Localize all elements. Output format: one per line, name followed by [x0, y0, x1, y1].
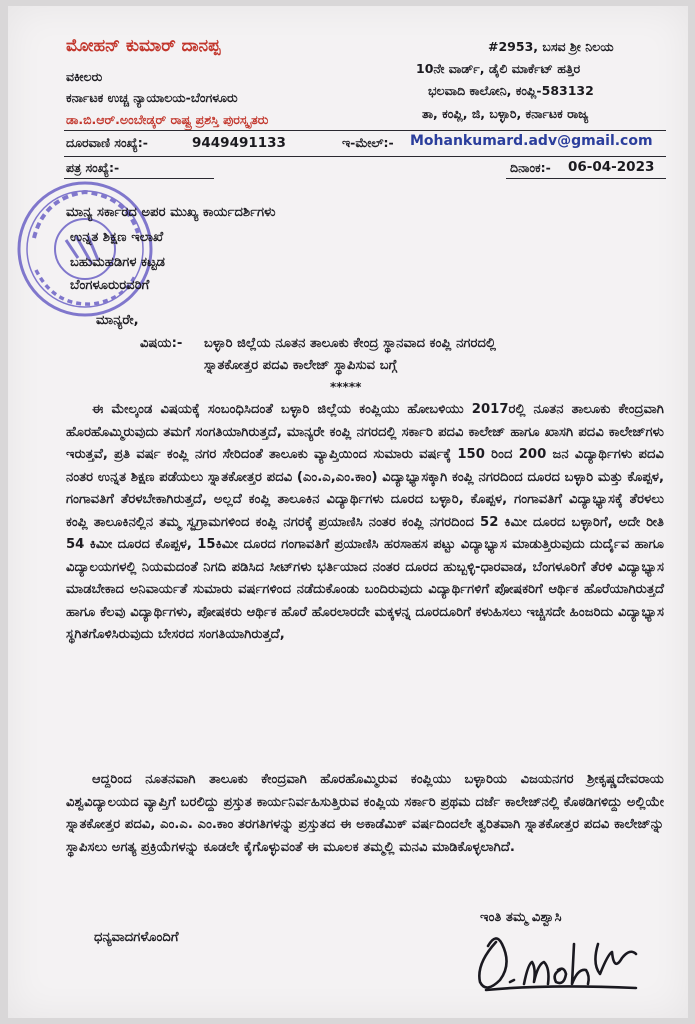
phone-number: 9449491133 — [192, 135, 286, 151]
body-paragraph-1: ಈ ಮೇಲ್ಕಂಡ ವಿಷಯಕ್ಕೆ ಸಂಬಂಧಿಸಿದಂತೆ ಬಳ್ಳಾರಿ ಜಿಲ್ಲೆಯ ಕಂಪ್ಲಿಯು ಹೋಬಳಿಯು 2017ರಲ್ಲಿ ನೂತನ ತಾಲೂಕು ಕೇಂದ್ರವಾಗಿ ಹೊರಹೊಮ್ಮಿರುವುದು ತಮಗೆ ಸಂಗತಿಯಾಗಿರುತ್ತದೆ, ಮಾನ್ಯರೇ ಕಂಪ್ಲಿ ನಗರದಲ್ಲಿ ಸರ್ಕಾರಿ ಪದವಿ ಕಾಲೇಜ್ ಹಾಗೂ ಖಾಸಗಿ ಪದವಿ ಕಾಲೇಜ್‌ಗಳು ಇರುತ್ತವೆ, ಪ್ರತಿ ವರ್ಷ ಕಂಪ್ಲಿ ನಗರ ಸೇರಿದಂತೆ ತಾಲೂಕು ವ್ಯಾಪ್ತಿಯಿಂದ ಸುಮಾರು ವರ್ಷಕ್ಕೆ 150 ರಿಂದ 200 ಜನ ವಿದ್ಯಾರ್ಥಿಗಳು ಪದವಿ ನಂತರ ಉನ್ನತ ಶಿಕ್ಷಣ ಪಡೆಯಲು ಸ್ನಾತಕೋತ್ತರ ಪದವಿ (ಎಂ.ಎ,ಎಂ.ಕಾಂ) ವಿದ್ಯಾಭ್ಯಾಸಕ್ಕಾಗಿ ಕಂಪ್ಲಿ ನಗರದಿಂದ ದೂರದ ಬಳ್ಳಾರಿ ಮತ್ತು ಕೊಪ್ಪಳ, ಗಂಗಾವತಿಗೆ ತೆರಳಬೇಕಾಗಿರುತ್ತದೆ, ಅಲ್ಲದೆ ಕಂಪ್ಲಿ ತಾಲೂಕಿನ ವಿದ್ಯಾರ್ಥಿಗಳು ದೂರದ ಬಳ್ಳಾರಿ, ಕೊಪ್ಪಳ, ಗಂಗಾವತಿಗೆ ವಿದ್ಯಾಭ್ಯಾಸಕ್ಕೆ ತೆರಳಲು ಕಂಪ್ಲಿ ತಾಲೂಕಿನಲ್ಲಿನ ತಮ್ಮ ಸ್ವಗ್ರಾಮಗಳಿಂದ ಕಂಪ್ಲಿ ನಗರಕ್ಕೆ ಪ್ರಯಾಣಿಸಿ ನಂತರ ಕಂಪ್ಲಿ ನಗರದಿಂದ 52 ಕಿಮೀ ದೂರದ ಬಳ್ಳಾರಿಗೆ, ಅದೇ ರೀತಿ 54 ಕಿಮೀ ದೂರದ ಕೊಪ್ಪಳ, 15ಕಿಮೀ ದೂರದ ಗಂಗಾವತಿಗೆ ಪ್ರಯಾಣಿಸಿ ಹರಸಾಹಸ ಪಟ್ಟು ವಿದ್ಯಾಭ್ಯಾಸ ಮಾಡುತ್ತಿರುವುದು ದುರ್ದೈವ ಹಾಗೂ ವಿದ್ಯಾಲಯಗಳಲ್ಲಿ ನಿಯಮದಂತೆ ನಿಗದಿ ಪಡಿಸಿದ ಸೀಟ್‌ಗಳು ಭರ್ತಿಯಾದ ನಂತರ ದೂರದ ಹುಬ್ಬಳ್ಳಿ-ಧಾರವಾಡ, ಬೆಂಗಳೂರಿಗೆ ತೆರಳಿ ವಿದ್ಯಾಭ್ಯಾಸ ಮಾಡಬೇಕಾದ ಅನಿವಾರ್ಯತೆ ಸುಮಾರು ವರ್ಷಗಳಿಂದ ನಡೆದುಕೊಂಡು ಬಂದಿರುವುದು ವಿದ್ಯಾರ್ಥಿಗಳಿಗೆ ಪೋಷಕರಿಗೆ ಆರ್ಥಿಕ ಹೊರೆಯಾಗಿರುತ್ತದೆ ಹಾಗೂ ಕೆಲವು ವಿದ್ಯಾರ್ಥಿಗಳು, ಪೋಷಕರು ಆರ್ಥಿಕ ಹೊರೆ ಹೊರಲಾರದೇ ಮಕ್ಕಳನ್ನ ದೂರದೂರಿಗೆ ಕಳುಹಿಸಲು ಇಚ್ಚಿಸದೇ ಹಿಂಜರಿದು ವಿದ್ಯಾಭ್ಯಾಸ ಸ್ಥಗಿತಗೊಳಿಸಿರುವುದು ಬೇಸರದ ಸಂಗತಿಯಾಗಿರುತ್ತದೆ, — [66, 402, 664, 642]
signature-icon — [466, 924, 656, 1004]
letter-date: 06-04-2023 — [568, 159, 655, 175]
sender-court: ಕರ್ನಾಟಕ ಉಚ್ಚ ನ್ಯಾಯಾಲಯ-ಬೆಂಗಳೂರು — [66, 90, 238, 105]
reference-label: ಪತ್ರ ಸಂಖ್ಯೆ:- — [66, 160, 120, 175]
sender-name: ಮೋಹನ್ ಕುಮಾರ್ ದಾನಪ್ಪ — [66, 36, 221, 56]
subject-separator: ***** — [330, 380, 362, 394]
email-address: Mohankumard.adv@gmail.com — [410, 133, 653, 149]
email-label: ಇ-ಮೇಲ್:- — [342, 135, 394, 150]
address-line-3: ಭಲವಾದಿ ಕಾಲೋನಿ, ಕಂಪ್ಲಿ-583132 — [428, 83, 594, 98]
subject-label: ವಿಷಯ:- — [140, 336, 183, 351]
subject-line-2: ಸ್ನಾತಕೋತ್ತರ ಪದವಿ ಕಾಲೇಜ್ ಸ್ಥಾಪಿಸುವ ಬಗ್ಗೆ — [204, 358, 398, 373]
closing-thanks: ಧನ್ಯವಾದಗಳೊಂದಿಗೆ — [94, 930, 179, 945]
salutation: ಮಾನ್ಯರೇ, — [96, 313, 139, 328]
closing-yours: ಇಂತಿ ತಮ್ಮ ವಿಶ್ವಾಸಿ — [480, 910, 562, 925]
recipient-line-3: ಬಹುಮಹಡಿಗಳ ಕಟ್ಟಡ — [70, 255, 166, 270]
recipient-line-2: ಉನ್ನತ ಶಿಕ್ಷಣ ಇಲಾಖೆ — [70, 230, 164, 245]
recipient-line-4: ಬೆಂಗಳೂರುರವರಿಗೆ — [70, 278, 150, 293]
header-rule-top — [64, 130, 666, 131]
sender-award: ಡಾ.ಬಿ.ಆರ್.ಅಂಬೇಡ್ಕರ್ ರಾಷ್ಟ್ರ ಪ್ರಶಸ್ತಿ ಪುರಸ್ಕೃತರು — [66, 112, 269, 127]
rubber-stamp-icon — [14, 178, 156, 320]
header-rule-bottom — [64, 156, 666, 157]
subject-line-1: ಬಳ್ಳಾರಿ ಜಿಲ್ಲೆಯ ನೂತನ ತಾಲೂಕು ಕೇಂದ್ರ ಸ್ಥಾನವಾದ ಕಂಪ್ಲಿ ನಗರದಲ್ಲಿ — [204, 336, 496, 351]
address-line-2: 10ನೇ ವಾರ್ಡ್, ಡೈಲಿ ಮಾರ್ಕೆಟ್ ಹತ್ತಿರ — [416, 61, 581, 76]
letter-page — [8, 6, 688, 1018]
recipient-line-1: ಮಾನ್ಯ ಸರ್ಕಾರದ ಅಪರ ಮುಖ್ಯ ಕಾರ್ಯದರ್ಶಿಗಳು — [66, 205, 276, 220]
address-line-1: #2953, ಬಸವ ಶ್ರೀ ನಿಲಯ — [488, 39, 614, 54]
date-label: ದಿನಾಂಕ:- — [510, 160, 551, 175]
address-line-4: ತಾ, ಕಂಪ್ಲಿ, ಜಿ, ಬಳ್ಳಾರಿ, ಕರ್ನಾಟಕ ರಾಜ್ಯ — [422, 106, 589, 121]
phone-label: ದೂರವಾಣಿ ಸಂಖ್ಯೆ:- — [66, 135, 148, 150]
body-paragraph-2: ಆದ್ದರಿಂದ ನೂತನವಾಗಿ ತಾಲೂಕು ಕೇಂದ್ರವಾಗಿ ಹೊರಹೊಮ್ಮಿರುವ ಕಂಪ್ಲಿಯು ಬಳ್ಳಾರಿಯ ವಿಜಯನಗರ ಶ್ರೀಕೃಷ್ಣದೇವರಾಯ ವಿಶ್ವವಿದ್ಯಾಲಯದ ವ್ಯಾಪ್ತಿಗೆ ಬರಲಿದ್ದು ಪ್ರಸ್ತುತ ಕಾರ್ಯನಿರ್ವಹಿಸುತ್ತಿರುವ ಕಂಪ್ಲಿಯ ಸರ್ಕಾರಿ ಪ್ರಥಮ ದರ್ಜೆ ಕಾಲೇಜ್‌ನಲ್ಲಿ ಕೊಠಡಿಗಳಿದ್ದು ಅಲ್ಲಿಯೇ ಸ್ನಾತಕೋತ್ತರ ಪದವಿ, ಎಂ.ಎ. ಎಂ.ಕಾಂ ತರಗತಿಗಳನ್ನು ಪ್ರಸ್ತುತದ ಈ ಅಕಾಡೆಮಿಕ್ ವರ್ಷದಿಂದಲೇ ತ್ವರಿತವಾಗಿ ಸ್ನಾತಕೋತ್ತರ ಪದವಿ ಕಾಲೇಜ್‌ನ್ನು ಸ್ಥಾಪಿಸಲು ಅಗತ್ಯ ಪ್ರಕ್ರಿಯೆಗಳನ್ನು ಕೂಡಲೇ ಕೈಗೊಳ್ಳುವಂತೆ ಈ ಮೂಲಕ ತಮ್ಮಲ್ಲಿ ಮನವಿ ಮಾಡಿಕೊಳ್ಳಲಾಗಿದೆ. — [66, 772, 664, 855]
sender-profession: ವಕೀಲರು — [66, 69, 103, 84]
date-underline — [506, 178, 666, 179]
